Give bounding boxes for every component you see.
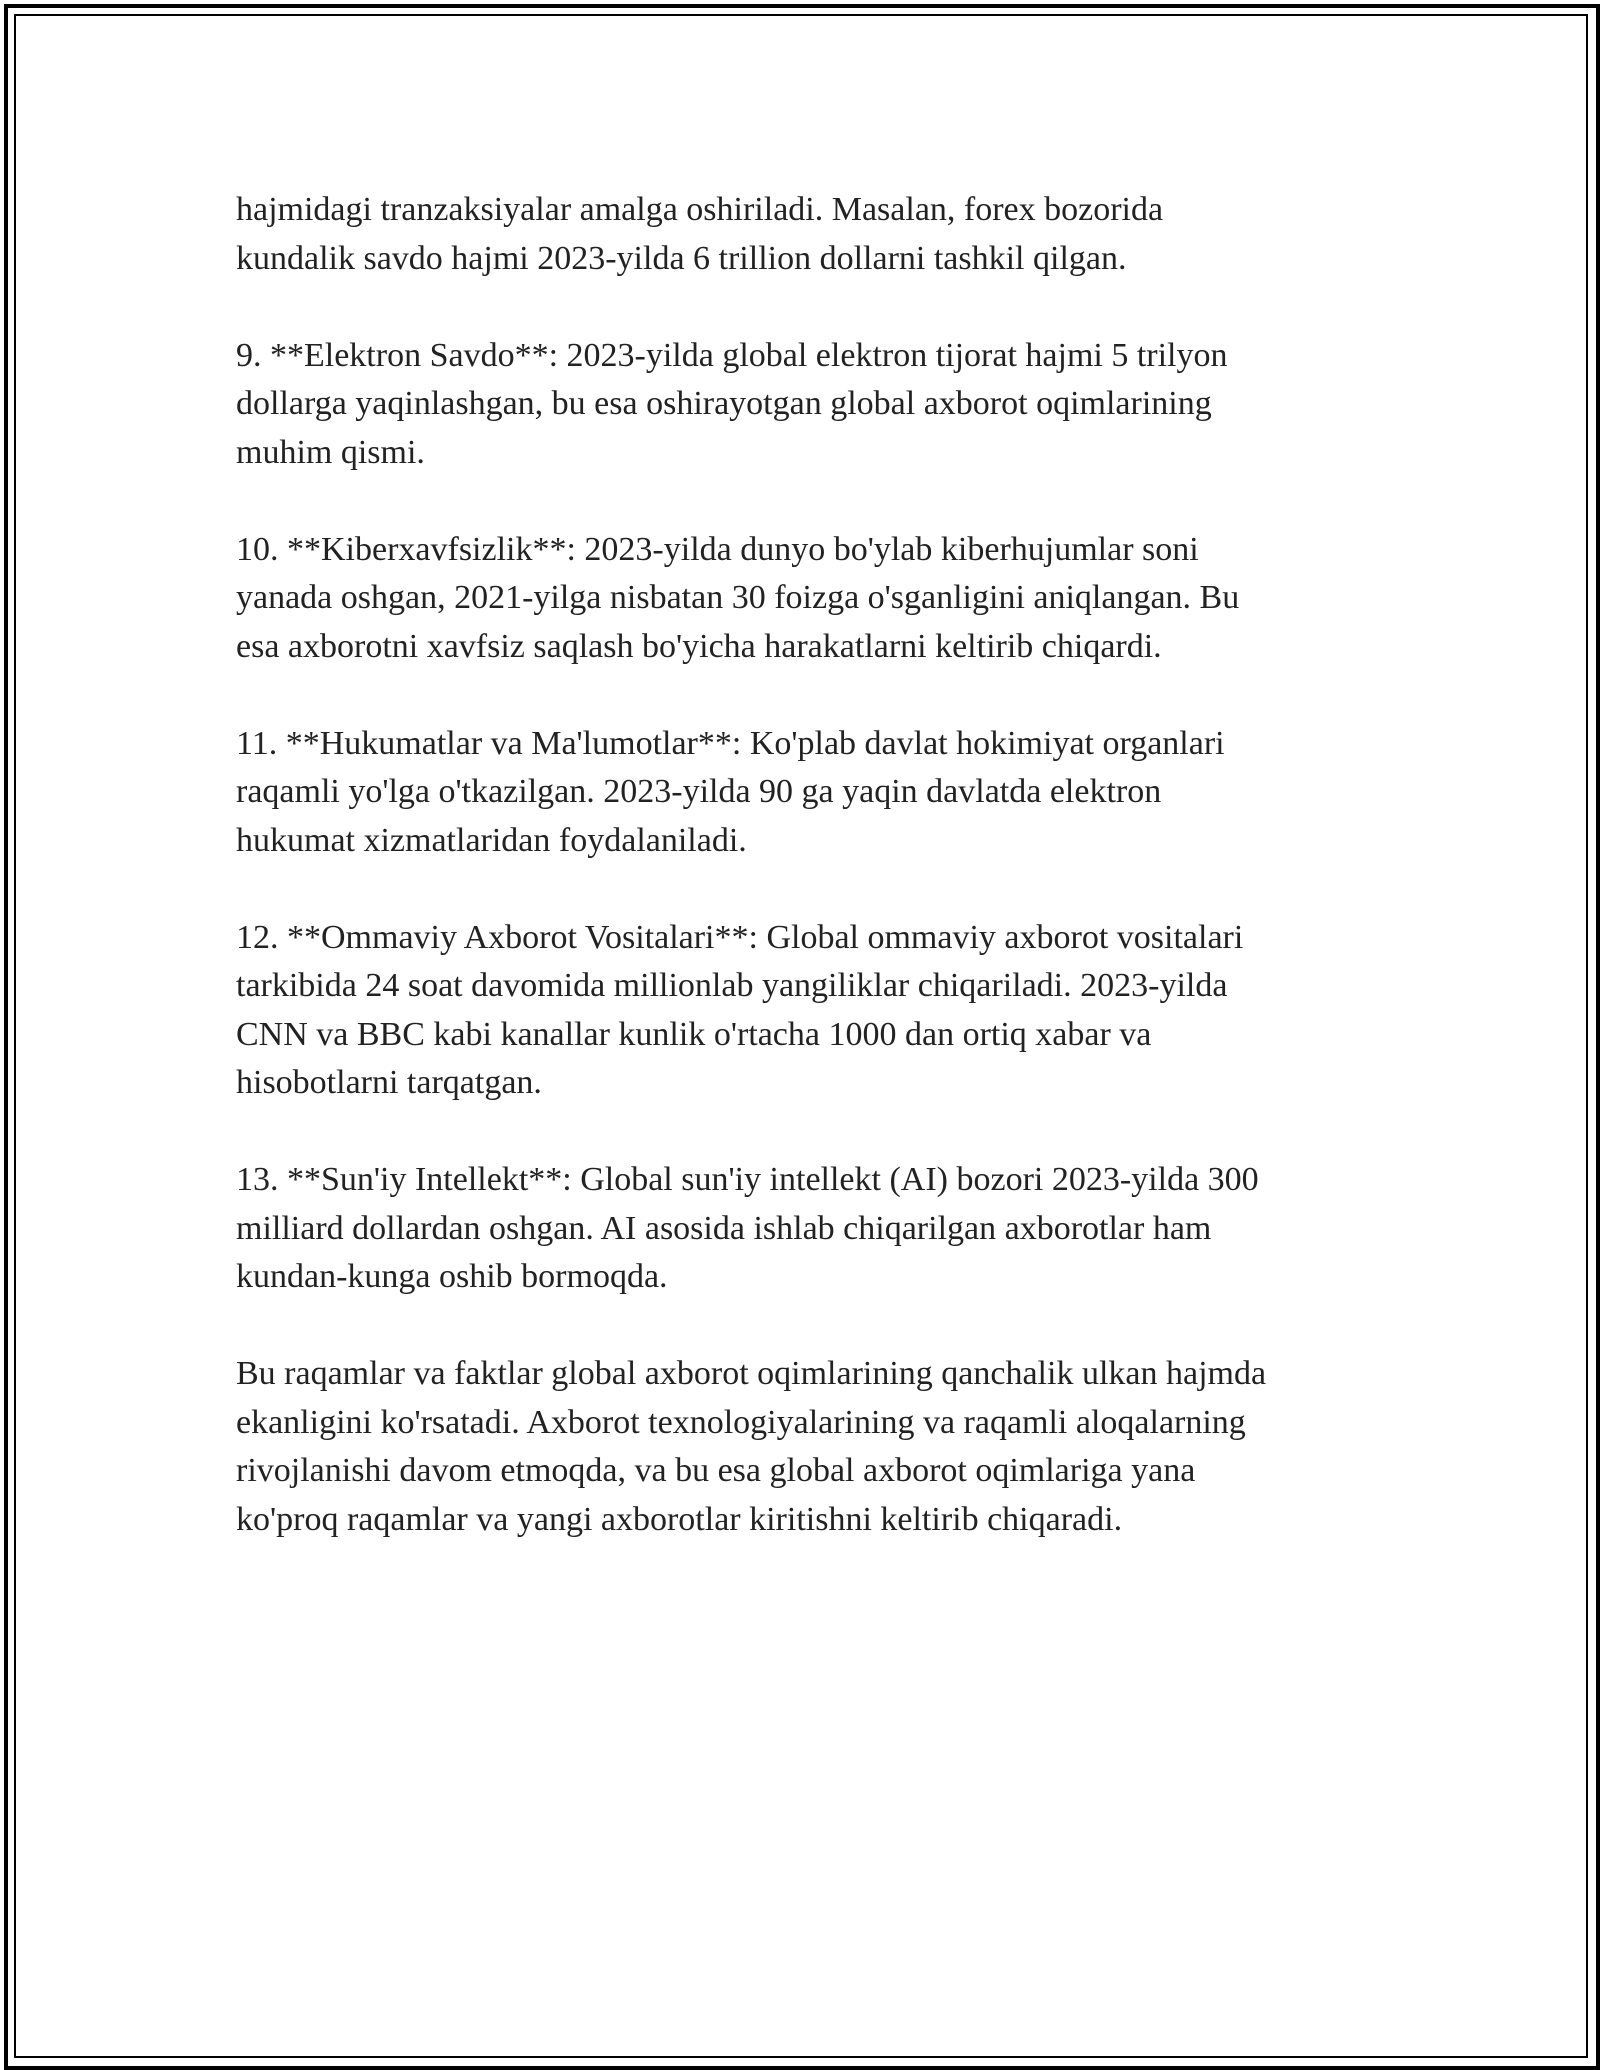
text-line: 13. **Sun'iy Intellekt**: Global sun'iy intellekt (AI) bozori 2023-yilda 300 xyxy=(236,1161,1259,1198)
text-line: hisobotlarni tarqatgan. xyxy=(236,1064,542,1101)
text-line: hajmidagi tranzaksiyalar amalga oshiriladi. Masalan, forex bozorida xyxy=(236,191,1164,228)
paragraph-conclusion xyxy=(236,1350,1386,1544)
text-line: raqamli yo'lga o'tkazilgan. 2023-yilda 90 ga yaqin davlatda elektron xyxy=(236,773,1162,810)
text-line: 11. **Hukumatlar va Ma'lumotlar**: Ko'plab davlat hokimiyat organlari xyxy=(236,724,1225,762)
paragraph-elektron-savdo xyxy=(236,332,1386,478)
text-line: CNN va BBC kabi kanallar kunlik o'rtacha 1000 dan ortiq xabar va xyxy=(236,1015,1152,1053)
text-line: rivojlanishi davom etmoqda, va bu esa global axborot oqimlariga yana xyxy=(236,1452,1196,1489)
text-line: milliard dollardan oshgan. AI asosida ishlab chiqarilgan axborotlar ham xyxy=(236,1209,1212,1247)
text-line: tarkibida 24 soat davomida millionlab yangiliklar chiqariladi. 2023-yilda xyxy=(236,967,1228,1004)
paragraph-forex xyxy=(236,186,1386,283)
paragraph-kiberxavfsizlik xyxy=(236,526,1386,672)
text-line: yanada oshgan, 2021-yilga nisbatan 30 foizga o'sganligini aniqlangan. Bu xyxy=(236,579,1240,616)
text-line: kundan-kunga oshib bormoqda. xyxy=(236,1258,668,1295)
text-line: hukumat xizmatlaridan foydalaniladi. xyxy=(236,821,747,859)
text-line: ekanligini ko'rsatadi. Axborot texnologiyalarining va raqamli aloqalarning xyxy=(236,1403,1246,1441)
text-line: esa axborotni xavfsiz saqlash bo'yicha harakatlarni keltirib chiqardi. xyxy=(236,627,1162,665)
text-line: 9. **Elektron Savdo**: 2023-yilda global elektron tijorat hajmi 5 trilyon xyxy=(236,336,1228,374)
text-line: Bu raqamlar va faktlar global axborot oqimlarining qanchalik ulkan hajmda xyxy=(236,1355,1267,1392)
paragraph-hukumatlar xyxy=(236,720,1386,866)
paragraph-suniy-intellekt xyxy=(236,1156,1386,1302)
text-line: 12. **Ommaviy Axborot Vositalari**: Global ommaviy axborot vositalari xyxy=(236,918,1244,956)
text-line: dollarga yaqinlashgan, bu esa oshirayotgan global axborot oqimlarining xyxy=(236,385,1212,422)
text-line: 10. **Kiberxavfsizlik**: 2023-yilda dunyo bo'ylab kiberhujumlar soni xyxy=(236,530,1199,568)
text-line: ko'proq raqamlar va yangi axborotlar kiritishni keltirib chiqaradi. xyxy=(236,1500,1123,1538)
paragraph-ommaviy-axborot xyxy=(236,914,1386,1108)
text-line: muhim qismi. xyxy=(236,433,425,471)
document-body xyxy=(236,186,1386,1593)
text-line: kundalik savdo hajmi 2023-yilda 6 trillion dollarni tashkil qilgan. xyxy=(236,239,1127,277)
